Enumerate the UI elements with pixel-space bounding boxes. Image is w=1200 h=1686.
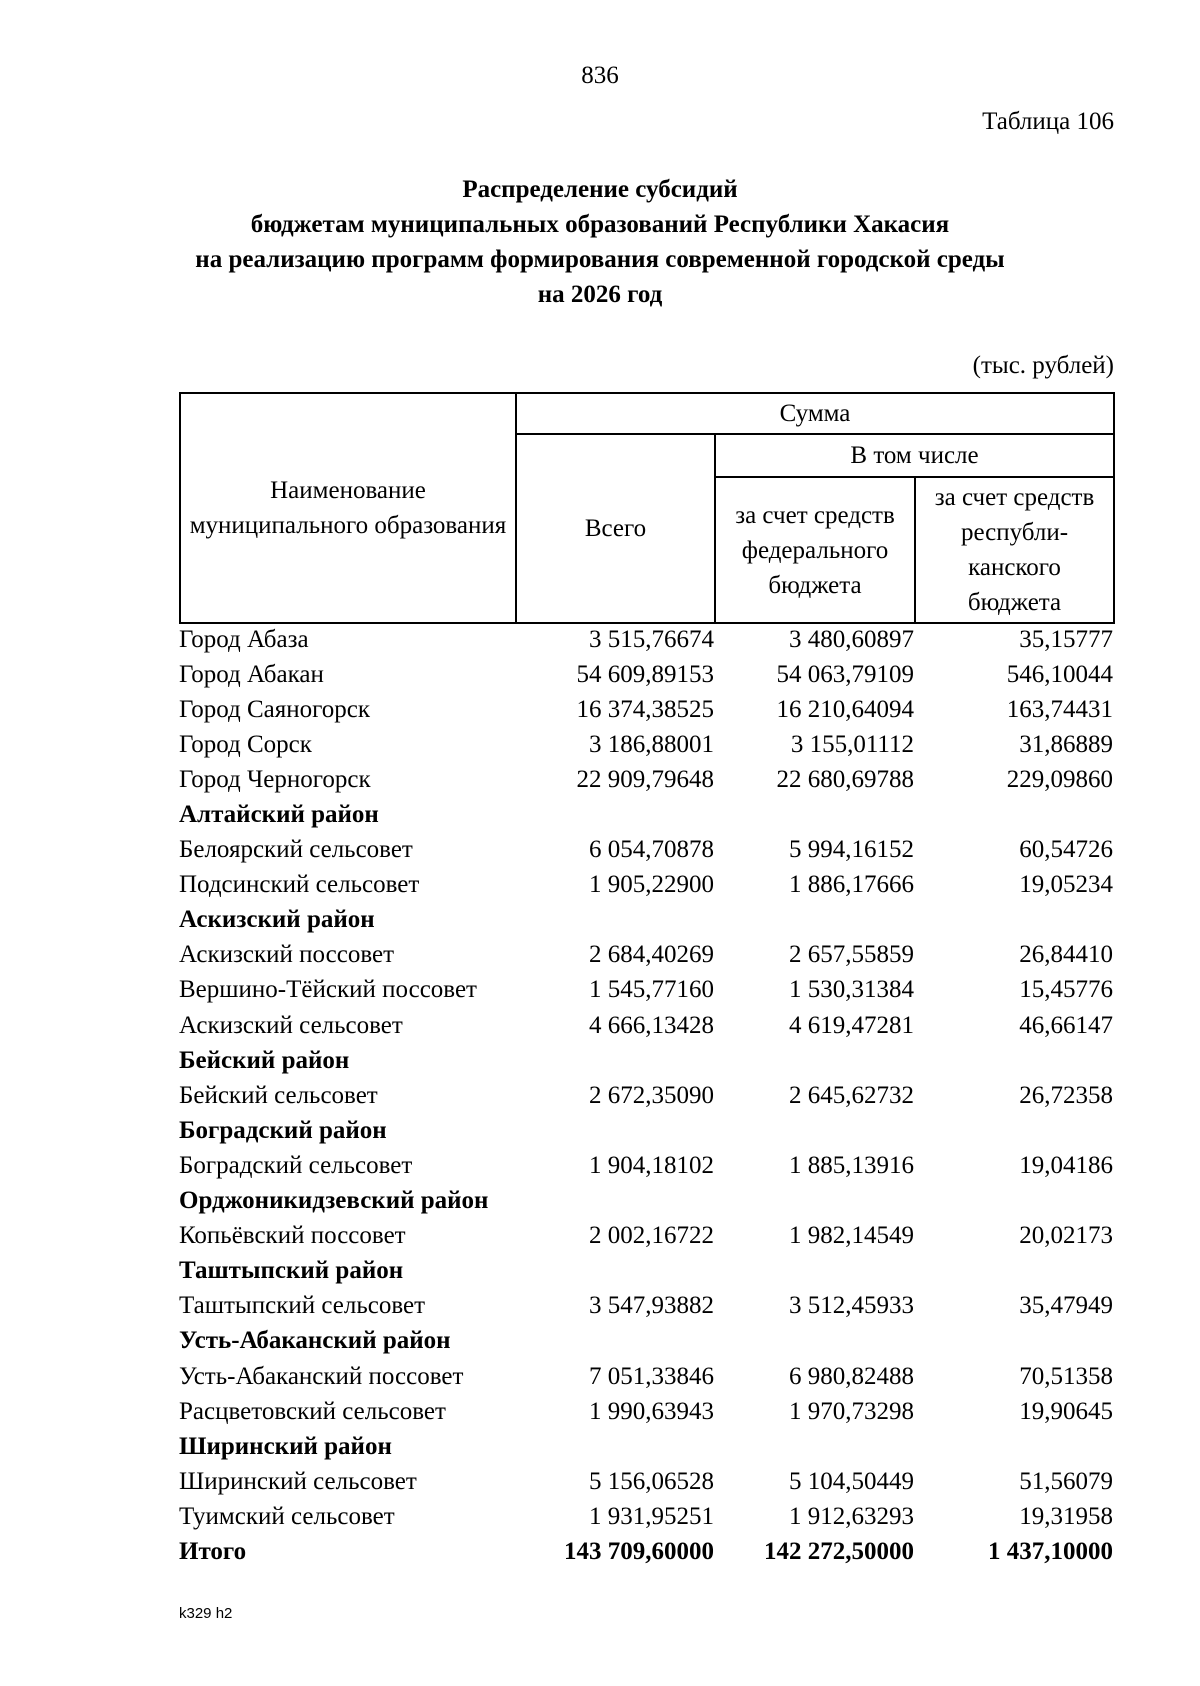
header-total: Всего [516, 434, 715, 623]
total-value: 7 051,33846 [589, 1362, 714, 1390]
total-value: 3 515,76674 [589, 625, 714, 653]
page-number: 836 [581, 62, 619, 89]
table-header [179, 392, 1115, 624]
municipality-name: Усть-Абаканский район [179, 1327, 451, 1355]
total-value: 6 054,70878 [589, 836, 714, 864]
table-row [179, 622, 1113, 657]
federal-value: 1 530,31384 [789, 976, 914, 1004]
municipality-name: Белоярский сельсовет [179, 836, 413, 864]
republic-value: 60,54726 [1019, 836, 1113, 864]
total-value: 3 186,88001 [589, 730, 714, 758]
municipality-name: Аскизский район [179, 906, 375, 934]
table-row [179, 1464, 1113, 1499]
total-value: 1 904,18102 [589, 1151, 714, 1179]
total-value: 22 909,79648 [576, 765, 714, 793]
total-value: 2 672,35090 [589, 1081, 714, 1109]
republic-value: 19,05234 [1019, 871, 1113, 899]
table-row [179, 938, 1113, 973]
table-row [179, 762, 1113, 797]
table-label: Таблица 106 [982, 108, 1114, 135]
federal-value: 22 680,69788 [776, 765, 914, 793]
municipality-name: Город Саяногорск [179, 695, 371, 723]
total-value: 1 905,22900 [589, 871, 714, 899]
total-value: 1 931,95251 [589, 1502, 714, 1530]
total-value: 16 374,38525 [576, 695, 714, 723]
table-row [179, 973, 1113, 1008]
federal-value: 1 912,63293 [789, 1502, 914, 1530]
district-heading-row [179, 1043, 1113, 1078]
title-line: на 2026 год [537, 281, 663, 308]
republic-value: 546,10044 [1006, 660, 1113, 688]
table-row [179, 692, 1113, 727]
municipality-name: Орджоникидзевский район [179, 1187, 489, 1215]
municipality-name: Туимский сельсовет [179, 1502, 395, 1530]
municipality-name: Таштыпский район [179, 1257, 404, 1285]
republic-value: 70,51358 [1019, 1362, 1113, 1390]
title-line: бюджетам муниципальных образований Республики Хакасия [250, 211, 950, 238]
republic-value: 35,47949 [1019, 1292, 1113, 1320]
table-row [179, 1394, 1113, 1429]
table-row [179, 727, 1113, 762]
republic-value: 46,66147 [1019, 1011, 1113, 1039]
federal-value: 2 657,55859 [789, 941, 914, 969]
federal-value: 1 886,17666 [789, 871, 914, 899]
federal-value: 3 155,01112 [790, 730, 914, 758]
republic-value: 1 437,10000 [988, 1537, 1113, 1565]
federal-value: 54 063,79109 [776, 660, 914, 688]
republic-value: 26,84410 [1019, 941, 1113, 969]
district-heading-row [179, 797, 1113, 832]
municipality-name: Бейский сельсовет [179, 1081, 378, 1109]
municipality-name: Расцветовский сельсовет [179, 1397, 446, 1425]
municipality-name: Итого [179, 1537, 247, 1565]
district-heading-row [179, 1324, 1113, 1359]
municipality-name: Аскизский сельсовет [179, 1011, 403, 1039]
total-value: 5 156,06528 [589, 1467, 714, 1495]
municipality-name: Город Черногорск [179, 765, 371, 793]
total-value: 1 545,77160 [589, 976, 714, 1004]
municipality-name: Таштыпский сельсовет [179, 1292, 425, 1320]
federal-value: 3 480,60897 [789, 625, 914, 653]
header-name-column: Наименование муниципального образования [180, 393, 516, 623]
federal-value: 16 210,64094 [776, 695, 914, 723]
municipality-name: Город Сорск [179, 730, 312, 758]
total-value: 143 709,60000 [564, 1537, 714, 1565]
district-heading-row [179, 1184, 1113, 1219]
federal-value: 1 970,73298 [789, 1397, 914, 1425]
federal-value: 142 272,50000 [764, 1537, 914, 1565]
total-value: 2 002,16722 [589, 1222, 714, 1250]
republic-value: 19,31958 [1019, 1502, 1113, 1530]
table-body [179, 622, 1113, 1570]
total-value: 54 609,89153 [576, 660, 714, 688]
municipality-name: Подсинский сельсовет [179, 871, 420, 899]
republic-value: 19,04186 [1019, 1151, 1113, 1179]
total-value: 2 684,40269 [589, 941, 714, 969]
table-row [179, 1499, 1113, 1534]
municipality-name: Бейский район [179, 1046, 350, 1074]
title-line: на реализацию программ формирования современной городской среды [195, 246, 1005, 273]
table-row [179, 833, 1113, 868]
title-line: Распределение субсидий [462, 176, 738, 203]
federal-value: 5 994,16152 [789, 836, 914, 864]
municipality-name: Аскизский поссовет [179, 941, 395, 969]
table-row [179, 1148, 1113, 1183]
republic-value: 163,74431 [1006, 695, 1113, 723]
table-row [179, 1219, 1113, 1254]
federal-value: 4 619,47281 [789, 1011, 914, 1039]
municipality-name: Город Абакан [179, 660, 324, 688]
municipality-name: Вершино-Тёйский поссовет [179, 976, 477, 1004]
municipality-name: Ширинский район [179, 1432, 392, 1460]
municipality-name: Ширинский сельсовет [179, 1467, 417, 1495]
total-value: 1 990,63943 [589, 1397, 714, 1425]
footer-code: k329 h2 [179, 1605, 233, 1622]
republic-value: 51,56079 [1019, 1467, 1113, 1495]
federal-value: 6 980,82488 [789, 1362, 914, 1390]
header-republic: за счет средств республи-канского бюджета [915, 477, 1114, 623]
republic-value: 35,15777 [1019, 625, 1113, 653]
district-heading-row [179, 1113, 1113, 1148]
federal-value: 3 512,45933 [789, 1292, 914, 1320]
units-label: (тыс. рублей) [972, 352, 1114, 379]
total-value: 4 666,13428 [589, 1011, 714, 1039]
municipality-name: Город Абаза [179, 625, 309, 653]
table-row [179, 868, 1113, 903]
table-row [179, 657, 1113, 692]
federal-value: 5 104,50449 [789, 1467, 914, 1495]
republic-value: 19,90645 [1019, 1397, 1113, 1425]
document-title [0, 172, 1200, 312]
municipality-name: Копьёвский поссовет [179, 1222, 406, 1250]
table-row [179, 1289, 1113, 1324]
republic-value: 31,86889 [1019, 730, 1113, 758]
municipality-name: Алтайский район [179, 801, 379, 829]
district-heading-row [179, 903, 1113, 938]
republic-value: 20,02173 [1019, 1222, 1113, 1250]
table-row [179, 1078, 1113, 1113]
republic-value: 229,09860 [1006, 765, 1113, 793]
header-including: В том числе [715, 434, 1114, 477]
district-heading-row [179, 1429, 1113, 1464]
total-row [179, 1534, 1113, 1569]
republic-value: 15,45776 [1019, 976, 1113, 1004]
federal-value: 2 645,62732 [789, 1081, 914, 1109]
total-value: 3 547,93882 [589, 1292, 714, 1320]
district-heading-row [179, 1254, 1113, 1289]
municipality-name: Усть-Абаканский поссовет [179, 1362, 464, 1390]
federal-value: 1 982,14549 [789, 1222, 914, 1250]
federal-value: 1 885,13916 [789, 1151, 914, 1179]
table-row [179, 1359, 1113, 1394]
municipality-name: Боградский сельсовет [179, 1151, 413, 1179]
header-federal: за счет средств федерального бюджета [715, 477, 915, 623]
header-sum: Сумма [516, 393, 1114, 434]
table-row [179, 1008, 1113, 1043]
republic-value: 26,72358 [1019, 1081, 1113, 1109]
municipality-name: Боградский район [179, 1116, 387, 1144]
